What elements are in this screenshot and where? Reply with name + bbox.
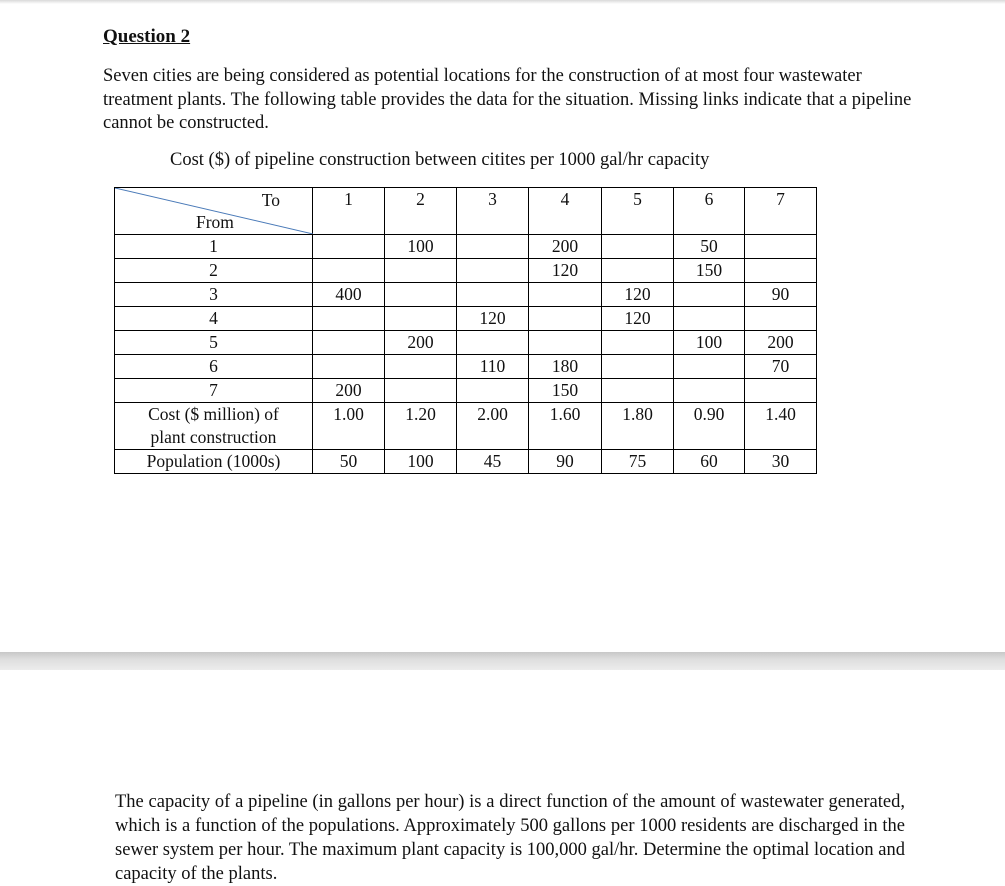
table-row [115, 307, 817, 331]
cost-cell: 150 [674, 259, 745, 283]
cost-cell: 120 [602, 307, 674, 331]
population-cell: 50 [313, 450, 385, 474]
plant-cost-label-line2: plant construction [150, 427, 277, 447]
column-header: 1 [313, 188, 385, 235]
cost-cell: 50 [674, 235, 745, 259]
row-header: 1 [115, 235, 313, 259]
cost-cell: 100 [674, 331, 745, 355]
cost-cell [457, 259, 529, 283]
cost-cell: 120 [457, 307, 529, 331]
cost-cell: 120 [602, 283, 674, 307]
cost-cell [674, 307, 745, 331]
question-intro: Seven cities are being considered as potential locations for the construction of at most four wastewater treatment plants. The following table provides the data for the situation. Missing links indicate that a pipeline cannot be constructed. [103, 66, 912, 133]
cost-cell: 100 [385, 235, 457, 259]
cost-cell [745, 235, 817, 259]
cost-cell [602, 235, 674, 259]
continuation-paragraph: The capacity of a pipeline (in gallons per hour) is a direct function of the amount of wastewater generated, which is a function of the populations. Approximately 500 gallons per 1000 residents are discharged in the sewer system per hour. The maximum plant capacity is 100,000 gal/hr. Determine the optimal location and capacity of the plants. [115, 792, 905, 884]
cost-cell: 180 [529, 355, 602, 379]
population-cell: 75 [602, 450, 674, 474]
page-2 [0, 670, 1005, 882]
table-row [115, 331, 817, 355]
column-header: 7 [745, 188, 817, 235]
to-from-header-cell [115, 188, 313, 235]
plant-cost-cell: 0.90 [674, 403, 745, 450]
table-row [115, 259, 817, 283]
row-header: 5 [115, 331, 313, 355]
cost-cell [313, 235, 385, 259]
column-header: 2 [385, 188, 457, 235]
column-header: 4 [529, 188, 602, 235]
cost-cell [529, 331, 602, 355]
cost-cell [602, 331, 674, 355]
page-top-shadow [0, 0, 1005, 4]
cost-cell [385, 379, 457, 403]
cost-cell [745, 379, 817, 403]
table-header-row [115, 188, 817, 235]
plant-cost-cell: 1.80 [602, 403, 674, 450]
row-header: 3 [115, 283, 313, 307]
population-label: Population (1000s) [115, 450, 313, 474]
plant-cost-cell: 1.60 [529, 403, 602, 450]
cost-cell [457, 331, 529, 355]
column-header: 3 [457, 188, 529, 235]
plant-cost-label [115, 403, 313, 450]
population-cell: 30 [745, 450, 817, 474]
population-cell: 45 [457, 450, 529, 474]
cost-cell [529, 307, 602, 331]
cost-cell: 90 [745, 283, 817, 307]
cost-cell [457, 379, 529, 403]
cost-cell: 200 [313, 379, 385, 403]
cost-cell [385, 355, 457, 379]
column-header: 6 [674, 188, 745, 235]
plant-cost-label-line1: Cost ($ million) of [148, 404, 279, 424]
page-separator [0, 652, 1005, 670]
cost-cell [745, 307, 817, 331]
cost-cell [674, 283, 745, 307]
cost-cell: 150 [529, 379, 602, 403]
table-row [115, 379, 817, 403]
cost-cell: 70 [745, 355, 817, 379]
cost-cell: 400 [313, 283, 385, 307]
cost-cell [602, 355, 674, 379]
plant-cost-row [115, 403, 817, 450]
question-heading: Question 2 [103, 26, 191, 47]
cost-cell [674, 379, 745, 403]
cost-cell [313, 307, 385, 331]
cost-cell [457, 283, 529, 307]
cost-cell [313, 331, 385, 355]
plant-cost-cell: 1.20 [385, 403, 457, 450]
from-label: From [196, 212, 234, 232]
table-row [115, 283, 817, 307]
cost-cell: 200 [745, 331, 817, 355]
cost-cell: 110 [457, 355, 529, 379]
row-header: 6 [115, 355, 313, 379]
plant-cost-cell: 1.40 [745, 403, 817, 450]
population-cell: 100 [385, 450, 457, 474]
population-cell: 60 [674, 450, 745, 474]
row-header: 4 [115, 307, 313, 331]
to-label: To [261, 190, 280, 210]
cost-cell [385, 283, 457, 307]
cost-cell [313, 259, 385, 283]
population-row [115, 450, 817, 474]
cost-cell [602, 259, 674, 283]
cost-cell [602, 379, 674, 403]
cost-cell: 120 [529, 259, 602, 283]
row-header: 7 [115, 379, 313, 403]
row-header: 2 [115, 259, 313, 283]
cost-cell: 200 [385, 331, 457, 355]
plant-cost-cell: 2.00 [457, 403, 529, 450]
population-cell: 90 [529, 450, 602, 474]
cost-cell [457, 235, 529, 259]
cost-cell [745, 259, 817, 283]
cost-cell [313, 355, 385, 379]
cost-cell [529, 283, 602, 307]
cost-cell [385, 259, 457, 283]
column-header: 5 [602, 188, 674, 235]
pipeline-cost-table [114, 187, 817, 474]
table-row [115, 235, 817, 259]
cost-cell [385, 307, 457, 331]
cost-cell: 200 [529, 235, 602, 259]
table-body [115, 235, 817, 403]
table-caption: Cost ($) of pipeline construction between citites per 1000 gal/hr capacity [170, 150, 710, 170]
plant-cost-cell: 1.00 [313, 403, 385, 450]
table-row [115, 355, 817, 379]
cost-cell [674, 355, 745, 379]
